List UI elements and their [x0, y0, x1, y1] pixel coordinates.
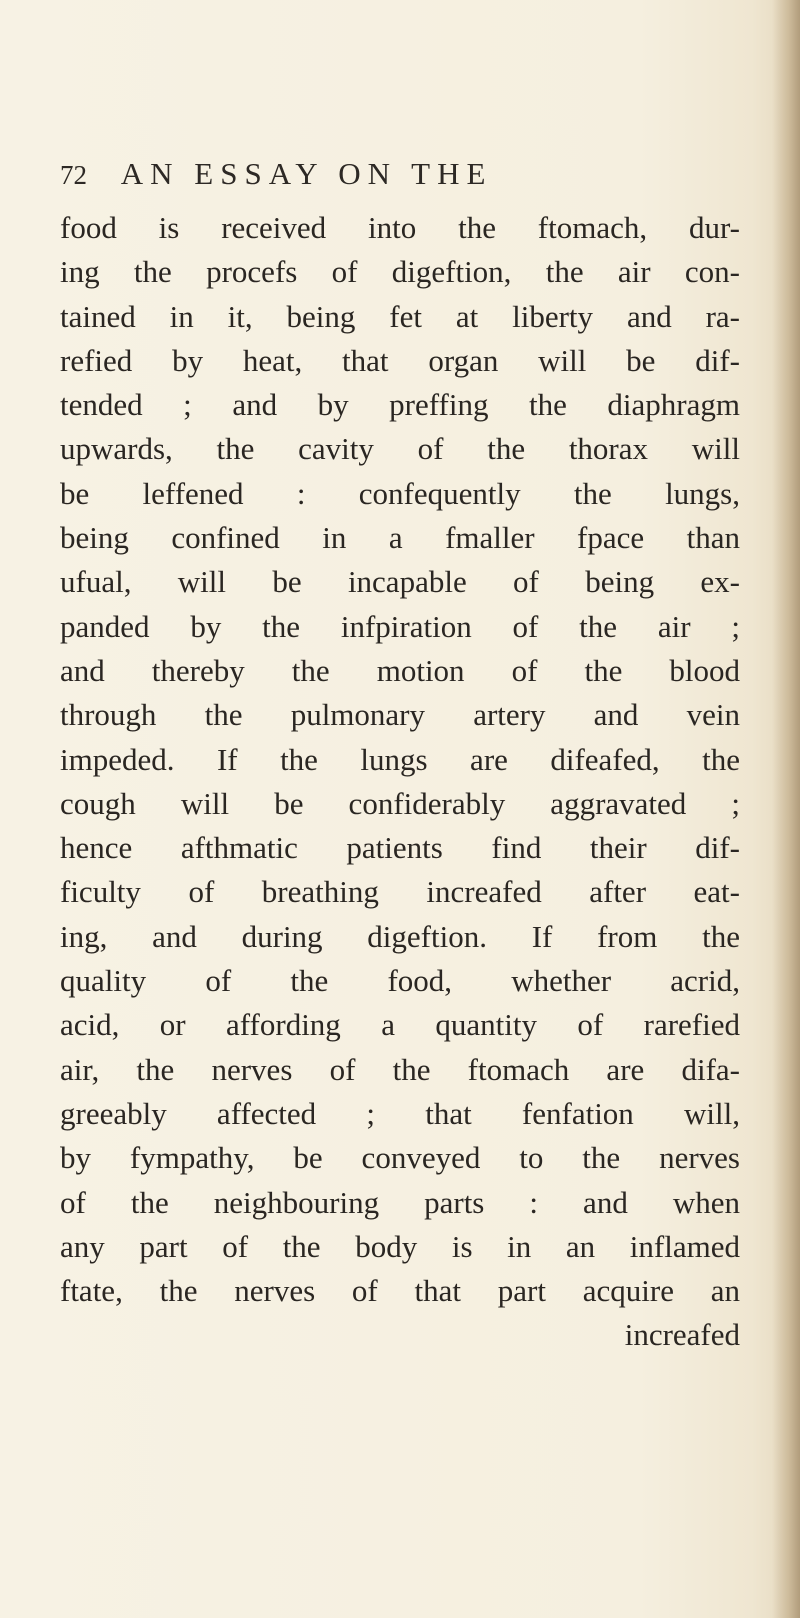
- text-line: ufual, will be incapable of being ex-: [60, 564, 740, 600]
- text-line: air, the nerves of the ftomach are difa-: [60, 1051, 740, 1087]
- text-line: impeded. If the lungs are difeafed, the: [60, 741, 740, 777]
- running-head: [60, 156, 620, 200]
- running-title: AN ESSAY ON THE: [120, 156, 493, 191]
- text-line: food is received into the ftomach, dur-: [60, 210, 740, 245]
- text-line: ing, and during digeftion. If from the: [60, 918, 740, 954]
- text-line: refied by heat, that organ will be dif-: [60, 342, 740, 378]
- catchword: increafed: [624, 1317, 740, 1353]
- text-line: being confined in a fmaller fpace than: [60, 520, 740, 556]
- text-line: cough will be confiderably aggravated ;: [60, 785, 740, 821]
- page-edge-shadow: [772, 0, 800, 1618]
- text-line: ftate, the nerves of that part acquire an: [60, 1273, 740, 1309]
- text-line: acid, or affording a quantity of rarefied: [60, 1007, 740, 1043]
- text-line: tended ; and by preffing the diaphragm: [60, 387, 740, 423]
- text-line: of the neighbouring parts : and when: [60, 1184, 740, 1220]
- body-text: [60, 206, 740, 1358]
- text-line: by fympathy, be conveyed to the nerves: [60, 1140, 740, 1176]
- text-line: hence afthmatic patients find their dif-: [60, 830, 740, 866]
- text-line: through the pulmonary artery and vein: [60, 697, 740, 733]
- text-line: be leffened : confequently the lungs,: [60, 475, 740, 511]
- text-line: ficulty of breathing increafed after eat-: [60, 874, 740, 910]
- text-line: any part of the body is in an inflamed: [60, 1228, 740, 1264]
- page-number: 72: [60, 160, 87, 190]
- text-line: ing the procefs of digeftion, the air con-: [60, 254, 740, 290]
- text-line: quality of the food, whether acrid,: [60, 963, 740, 999]
- text-line: panded by the infpiration of the air ;: [60, 608, 740, 644]
- text-line: greeably affected ; that fenfation will,: [60, 1095, 740, 1131]
- text-line: and thereby the motion of the blood: [60, 652, 740, 688]
- text-line: upwards, the cavity of the thorax will: [60, 431, 740, 467]
- text-line: tained in it, being fet at liberty and ra-: [60, 298, 740, 334]
